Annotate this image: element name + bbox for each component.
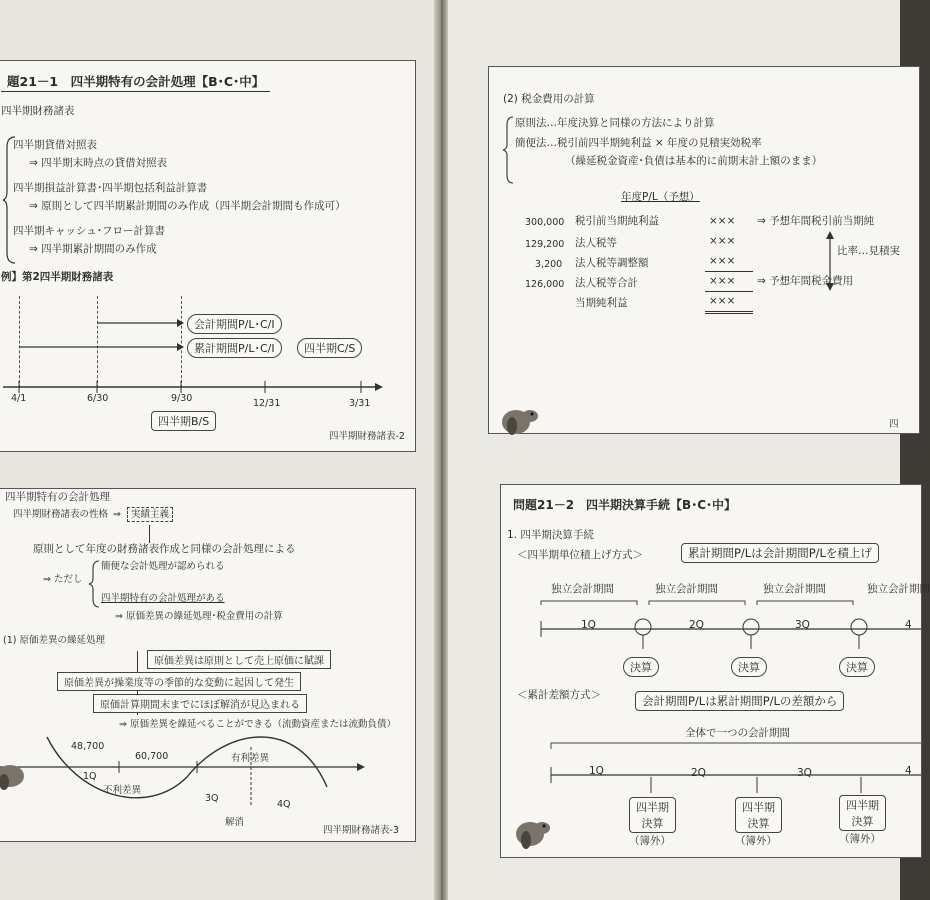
indep-2: 独立会計期間 xyxy=(655,583,718,595)
row0-val: ××× xyxy=(709,215,736,227)
qsettle-3-line2: 決算 xyxy=(851,815,874,828)
row2-underline xyxy=(705,271,753,272)
whole-period: 全体で一つの会計期間 xyxy=(685,727,790,739)
value-48700: 48,700 xyxy=(71,741,105,752)
quarter-3q: 3Q xyxy=(205,793,219,804)
stack-q1: 1Q xyxy=(581,619,596,631)
method-stack-box: 累計期間P/Lは会計期間P/Lを積上げ xyxy=(681,543,879,563)
indep-1: 独立会計期間 xyxy=(551,583,614,595)
label-favorable: 有利差異 xyxy=(231,753,270,764)
slide-tax-expense xyxy=(488,66,920,434)
qsettle-2 xyxy=(735,797,782,833)
date-3-31: 3/31 xyxy=(349,398,371,409)
qsettle-1 xyxy=(629,797,676,833)
sec-cost-variance: (1) 原価差異の繰延処理 xyxy=(3,635,105,646)
date-6-30: 6/30 xyxy=(87,393,109,404)
quarter-1q: 1Q xyxy=(83,771,97,782)
pl-title: 年度P/L（予想） xyxy=(621,191,700,203)
nature-arrow: ⇒ xyxy=(113,509,121,520)
cond-1: 原価差異は原則として売上原価に賦課 xyxy=(147,650,331,669)
method-simplified-note: （繰延税金資産･負債は基本的に前期末計上額のまま） xyxy=(565,155,823,167)
label-resolve: 解消 xyxy=(225,817,245,828)
quarter-4q: 4Q xyxy=(277,799,291,810)
settle-2: 決算 xyxy=(731,657,767,677)
row4-underline xyxy=(705,311,753,314)
method-simplified: 簡便法…税引前四半期純利益 × 年度の見積実効税率 xyxy=(515,137,762,149)
method-principle: 原則法…年度決算と同様の方法により計算 xyxy=(515,117,715,129)
however-text: ⇒ ただし xyxy=(43,574,83,585)
nature-value: 実績主義 xyxy=(127,507,173,522)
diff-timeline xyxy=(501,741,921,801)
diff-q3: 3Q xyxy=(797,767,812,779)
branch-special: 四半期特有の会計処理がある xyxy=(101,593,225,604)
dog-mascot-icon xyxy=(0,756,30,796)
slide-quarterly-statements xyxy=(0,60,416,452)
method-diff: ＜累計差額方式＞ xyxy=(517,689,601,701)
item-bs: 四半期貸借対照表 xyxy=(13,139,97,151)
branch-detail: ⇒ 原価差異の繰延処理･税金費用の計算 xyxy=(115,611,283,622)
item-pl: 四半期損益計算書･四半期包括利益計算書 xyxy=(13,182,208,194)
row4-label: 当期純利益 xyxy=(575,297,628,309)
item-cf: 四半期キャッシュ･フロー計算書 xyxy=(13,225,166,237)
stack-q4: 4 xyxy=(905,619,912,631)
method-stack: ＜四半期単位積上げ方式＞ xyxy=(517,549,643,561)
slide4-title: 問題21－2 四半期決算手続【B･C･中】 xyxy=(513,498,737,512)
settle-1: 決算 xyxy=(623,657,659,677)
slide-quarterly-closing xyxy=(500,484,930,858)
row4-val: ××× xyxy=(709,295,736,307)
qsettle-3-line1: 四半期 xyxy=(846,799,879,812)
qsettle-2-line1: 四半期 xyxy=(742,801,775,814)
indep-3: 独立会計期間 xyxy=(763,583,826,595)
date-12-31: 12/31 xyxy=(253,398,281,409)
row2-label: 法人税等調整額 xyxy=(575,257,649,269)
cond-3: 原価計算期間末までにほぼ解消が見込まれる xyxy=(93,694,307,713)
slide3-footer: 四 xyxy=(889,419,899,430)
offbook-3: （簿外） xyxy=(839,833,881,845)
row3-label: 法人税等合計 xyxy=(575,277,638,289)
diff-q2: 2Q xyxy=(691,767,706,779)
qsettle-2-line2: 決算 xyxy=(747,817,770,830)
row1-val: ××× xyxy=(709,235,736,247)
row1-label: 法人税等 xyxy=(575,237,617,249)
indep-4: 独立会計期間 xyxy=(867,583,930,595)
example-title: 例】第2四半期財務諸表 xyxy=(1,271,114,283)
qsettle-1-line2: 決算 xyxy=(641,817,664,830)
result-text: ⇒ 原価差異を繰延べることができる（流動資産または流動負債） xyxy=(119,719,396,730)
box-period-pl: 会計期間P/L･C/I xyxy=(187,314,282,334)
box-quarter-cs: 四半期C/S xyxy=(297,338,362,358)
row0-amount: 300,000 xyxy=(525,217,565,228)
book-gutter xyxy=(434,0,448,900)
value-60700: 60,700 xyxy=(135,751,169,762)
row3-amount: 126,000 xyxy=(525,279,565,290)
slide3-heading: (2) 税金費用の計算 xyxy=(503,93,595,105)
row3-underline xyxy=(705,291,753,292)
slide1-subtitle: 四半期財務諸表 xyxy=(1,105,75,117)
label-unfavorable: 不利差異 xyxy=(103,785,142,796)
slide1-footer: 四半期財務諸表-2 xyxy=(329,431,405,442)
note-tax: ⇒ 予想年間税金費用 xyxy=(757,275,854,287)
offbook-2: （簿外） xyxy=(735,835,777,847)
branch-simplified: 簡便な会計処理が認められる xyxy=(101,561,225,572)
nature-label: 四半期財務諸表の性格 xyxy=(13,509,109,520)
box-quarter-bs: 四半期B/S xyxy=(151,411,216,431)
stack-q3: 3Q xyxy=(795,619,810,631)
row3-val: ××× xyxy=(709,275,736,287)
row0-label: 税引前当期純利益 xyxy=(575,215,659,227)
cond-2: 原価差異が操業度等の季節的な変動に起因して発生 xyxy=(57,672,301,691)
row1-amount: 129,200 xyxy=(525,239,565,250)
qsettle-3 xyxy=(839,795,886,831)
diff-q4: 4 xyxy=(905,765,912,777)
dog-mascot-icon xyxy=(508,814,552,854)
slide1-title: 題21－1 四半期特有の会計処理【B･C･中】 xyxy=(1,71,270,92)
stack-q2: 2Q xyxy=(689,619,704,631)
row2-amount: 3,200 xyxy=(535,259,563,270)
row2-val: ××× xyxy=(709,255,736,267)
offbook-1: （簿外） xyxy=(629,835,671,847)
item-bs-desc: ⇒ 四半期末時点の貸借対照表 xyxy=(29,157,168,169)
dog-mascot-icon xyxy=(494,400,538,440)
slide4-sec: 1. 四半期決算手続 xyxy=(507,529,594,541)
nature-down-line xyxy=(149,525,150,543)
date-9-30: 9/30 xyxy=(171,393,193,404)
item-pl-desc: ⇒ 原則として四半期累計期間のみ作成（四半期会計期間も作成可） xyxy=(29,200,346,212)
slide-quarterly-special-accounting xyxy=(0,488,416,842)
slide2-heading: 四半期特有の会計処理 xyxy=(5,491,110,503)
brace-icon xyxy=(3,135,23,265)
note-pretax: ⇒ 予想年間税引前当期純 xyxy=(757,215,875,227)
item-cf-desc: ⇒ 四半期累計期間のみ作成 xyxy=(29,243,157,255)
date-4-1: 4/1 xyxy=(11,393,27,404)
principle-text: 原則として年度の財務諸表作成と同様の会計処理による xyxy=(33,543,296,555)
box-cumulative-pl: 累計期間P/L･C/I xyxy=(187,338,282,358)
method-diff-box: 会計期間P/Lは累計期間P/Lの差額から xyxy=(635,691,844,711)
diff-q1: 1Q xyxy=(589,765,604,777)
settle-3: 決算 xyxy=(839,657,875,677)
qsettle-1-line1: 四半期 xyxy=(636,801,669,814)
note-ratio: 比率…見積実 xyxy=(837,245,900,257)
slide2-footer: 四半期財務諸表-3 xyxy=(323,825,399,836)
